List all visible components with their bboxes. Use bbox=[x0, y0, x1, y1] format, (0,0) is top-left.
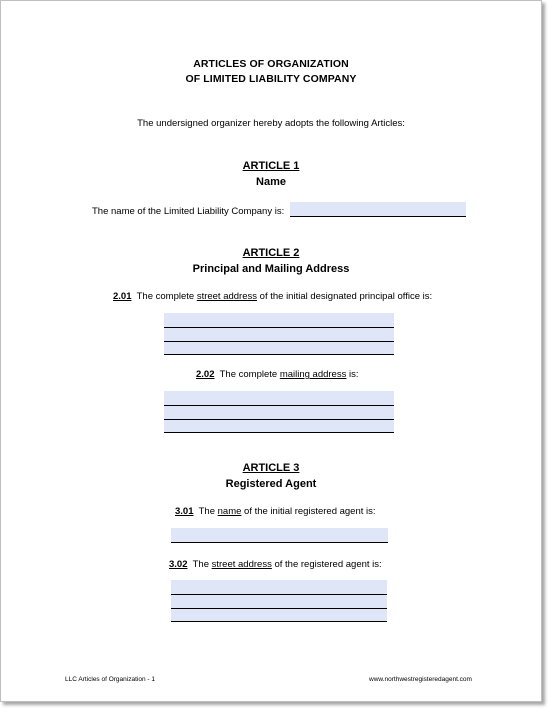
agent-address-line-3 bbox=[171, 621, 387, 622]
registered-agent-name-underline bbox=[171, 542, 388, 543]
footer-page-label: LLC Articles of Organization - 1 bbox=[65, 676, 155, 683]
article-3-subheading: Registered Agent bbox=[225, 478, 317, 490]
item-2-02-text-after: is: bbox=[349, 369, 359, 380]
item-3-01-text-after: of the initial registered agent is: bbox=[244, 506, 376, 517]
item-2-01-text-after: of the initial designated principal office is: bbox=[259, 291, 433, 302]
item-3-01-text bbox=[175, 506, 376, 517]
mailing-address-line-1 bbox=[164, 405, 394, 406]
item-3-01-underlined: name bbox=[217, 506, 242, 517]
item-2-01-number: 2.01 bbox=[113, 291, 132, 302]
item-2-02-underlined: mailing address bbox=[279, 369, 347, 380]
registered-agent-name-field[interactable] bbox=[171, 528, 388, 542]
item-3-01-number: 3.01 bbox=[175, 506, 194, 517]
article-1-heading: ARTICLE 1 bbox=[242, 160, 300, 172]
agent-address-line-2 bbox=[171, 608, 387, 609]
registered-agent-address-field[interactable] bbox=[171, 580, 387, 622]
mailing-address-line-2 bbox=[164, 419, 394, 420]
mailing-address-line-3 bbox=[164, 432, 394, 433]
item-3-02-text bbox=[169, 559, 382, 570]
company-name-field[interactable] bbox=[290, 202, 466, 216]
agent-address-line-1 bbox=[171, 594, 387, 595]
article-3-heading: ARTICLE 3 bbox=[242, 462, 300, 474]
item-2-01-underlined: street address bbox=[196, 291, 258, 302]
footer-website-link[interactable]: www.northwestregisteredagent.com bbox=[369, 676, 472, 683]
article-2-heading: ARTICLE 2 bbox=[242, 247, 300, 259]
company-name-prompt: The name of the Limited Liability Company is: bbox=[92, 206, 285, 217]
item-3-02-number: 3.02 bbox=[169, 559, 188, 570]
intro-text: The undersigned organizer hereby adopts the following Articles: bbox=[137, 118, 405, 129]
item-2-01-text bbox=[113, 291, 432, 302]
company-name-underline bbox=[290, 216, 466, 217]
item-3-02-text-after: of the registered agent is: bbox=[274, 559, 382, 570]
item-3-02-text-before: The bbox=[192, 559, 209, 570]
item-3-02-underlined: street address bbox=[211, 559, 272, 570]
mailing-address-field[interactable] bbox=[164, 391, 394, 433]
item-2-01-text-before: The complete bbox=[136, 291, 195, 302]
item-3-01-text-before: The bbox=[198, 506, 215, 517]
document-title-line-1: ARTICLES OF ORGANIZATION bbox=[193, 58, 349, 70]
article-2-subheading: Principal and Mailing Address bbox=[192, 263, 350, 275]
principal-office-address-field[interactable] bbox=[164, 313, 394, 355]
item-2-02-text bbox=[196, 369, 359, 380]
article-1-subheading: Name bbox=[256, 176, 286, 188]
item-2-02-number: 2.02 bbox=[196, 369, 215, 380]
item-2-02-text-before: The complete bbox=[219, 369, 278, 380]
document-title-line-2: OF LIMITED LIABILITY COMPANY bbox=[185, 73, 357, 85]
principal-address-line-3 bbox=[164, 354, 394, 355]
principal-address-line-1 bbox=[164, 327, 394, 328]
principal-address-line-2 bbox=[164, 341, 394, 342]
